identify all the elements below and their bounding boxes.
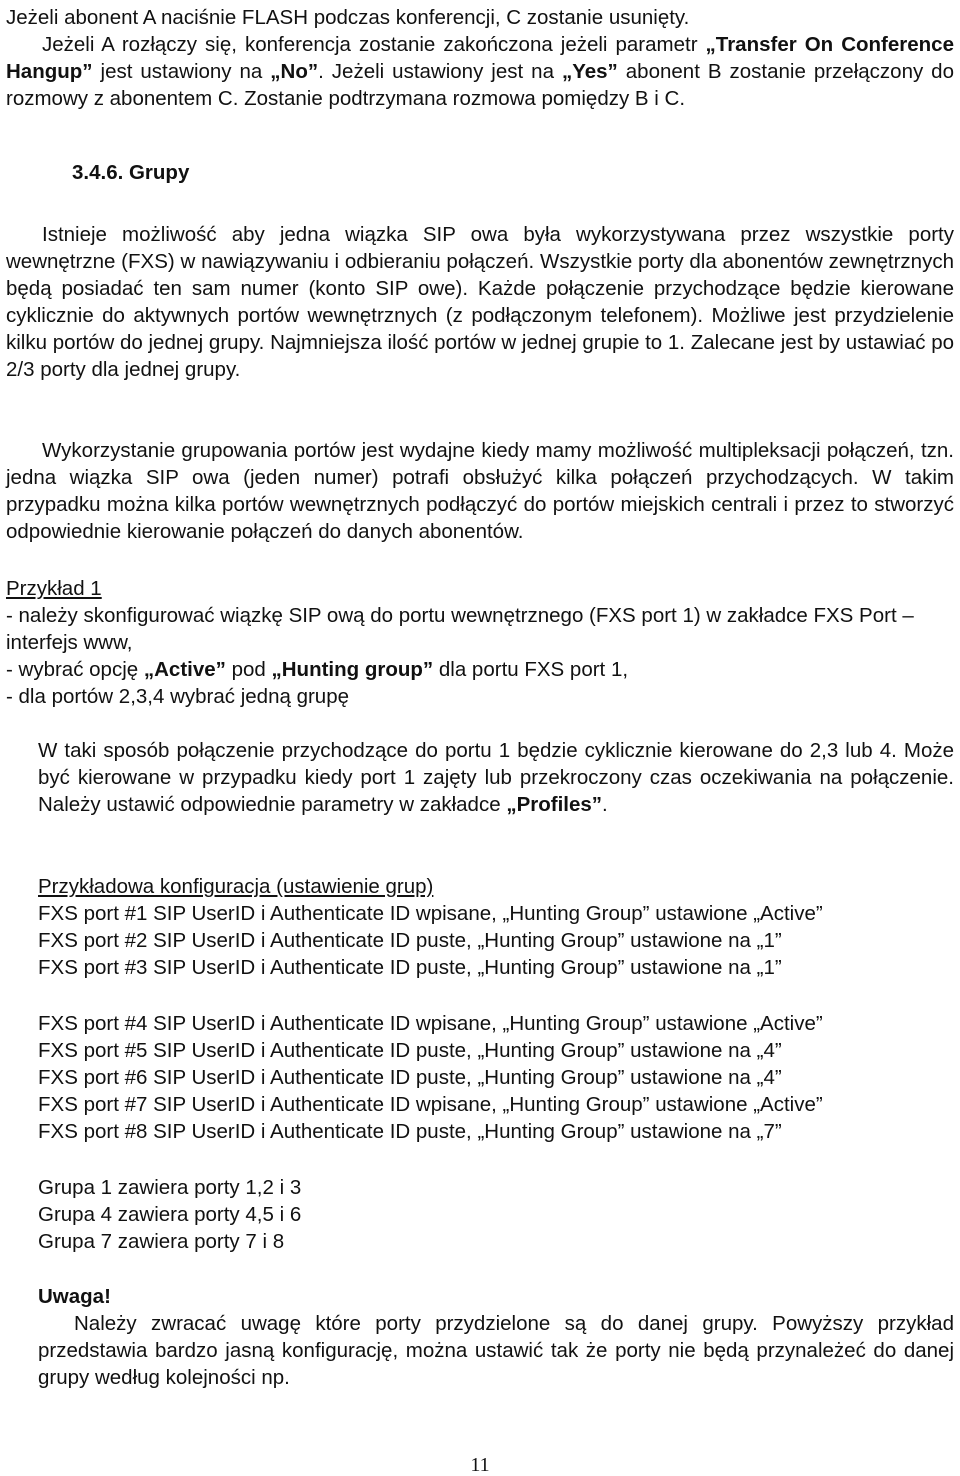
config-ports-group-b — [38, 1010, 956, 1145]
example-step-1: - należy skonfigurować wiązkę SIP ową do portu wewnętrznego (FXS port 1) w zakładce FXS Port – interfejs www, — [6, 604, 914, 654]
intro-paragraph: Jeżeli A rozłączy się, konferencja zostanie zakończona jeżeli parametr „Transfer On Conference Hangup” jest ustawiony na „No”. Jeżeli ustawiony jest na „Yes” abonent B zostanie przełączony do rozmowy z abonentem C. Zostanie podtrzymana rozmowa pomiędzy B i C. — [6, 33, 954, 110]
intro-line: Jeżeli abonent A naciśnie FLASH podczas konferencji, C zostanie usunięty. — [6, 6, 690, 29]
group-list — [38, 1174, 638, 1255]
example-step-2: - wybrać opcję „Active” pod „Hunting group” dla portu FXS port 1, — [6, 658, 629, 681]
config-title: Przykładowa konfiguracja (ustawienie grup) — [38, 875, 434, 898]
config-ports-group-a — [38, 900, 956, 981]
section-paragraph-1: Istnieje możliwość aby jedna wiązka SIP owa była wykorzystywana przez wszystkie porty wewnętrzne (FXS) w nawiązywaniu i odbieraniu połączeń. Wszystkie porty dla abonentów zewnętrznych będą posiadać ten sam numer (konto SIP owe). Każde połączenie przychodzące będzie kierowane cyklicznie do aktywnych portów wewnętrznych (z podłączonym telefonem). Możliwe jest przydzielenie kilku portów do jednej grupy. Najmniejsza ilość portów w jednej grupie to 1. Zalecane jest by ustawiać po 2/3 porty dla jednej grupy. — [6, 223, 954, 381]
example-note: W taki sposób połączenie przychodzące do portu 1 będzie cyklicznie kierowane do 2,3 lub 4. Może być kierowane w przypadku kiedy port 1 zajęty lub przekroczony czas oczekiwania na połączenie. Należy ustawić odpowiednie parametry w zakładce „Profiles”. — [38, 739, 954, 816]
config-port-line: FXS port #3 SIP UserID i Authenticate ID puste, „Hunting Group” ustawione na „1” — [38, 956, 782, 979]
example-title: Przykład 1 — [6, 577, 102, 600]
config-port-line: FXS port #8 SIP UserID i Authenticate ID puste, „Hunting Group” ustawione na „7” — [38, 1120, 782, 1143]
warning-text: Należy zwracać uwagę które porty przydzielone są do danej grupy. Powyższy przykład przedstawia bardzo jasną konfigurację, można ustawić tak że porty nie będą przynależeć do danej grupy według kolejności np. — [38, 1312, 954, 1389]
page-number: 11 — [470, 1454, 490, 1476]
warning-title: Uwaga! — [38, 1285, 111, 1308]
config-port-line: FXS port #2 SIP UserID i Authenticate ID puste, „Hunting Group” ustawione na „1” — [38, 929, 782, 952]
section-paragraph-2: Wykorzystanie grupowania portów jest wydajne kiedy mamy możliwość multipleksacji połączeń, tzn. jedna wiązka SIP owa (jeden numer) potrafi obsłużyć kilka połączeń przychodzących. W takim przypadku można kilka portów wewnętrznych podłączyć do portów miejskich centrali i przez to stworzyć odpowiednie kierowanie połączeń do danych abonentów. — [6, 439, 954, 543]
config-port-line: FXS port #7 SIP UserID i Authenticate ID wpisane, „Hunting Group” ustawione „Active” — [38, 1093, 823, 1116]
config-port-line: FXS port #1 SIP UserID i Authenticate ID wpisane, „Hunting Group” ustawione „Active” — [38, 902, 823, 925]
config-port-line: FXS port #6 SIP UserID i Authenticate ID puste, „Hunting Group” ustawione na „4” — [38, 1066, 782, 1089]
group-item: Grupa 1 zawiera porty 1,2 i 3 — [38, 1176, 302, 1199]
group-item: Grupa 4 zawiera porty 4,5 i 6 — [38, 1203, 302, 1226]
config-port-line: FXS port #4 SIP UserID i Authenticate ID wpisane, „Hunting Group” ustawione „Active” — [38, 1012, 823, 1035]
example-step-3: - dla portów 2,3,4 wybrać jedną grupę — [6, 685, 350, 708]
group-item: Grupa 7 zawiera porty 7 i 8 — [38, 1230, 285, 1253]
section-heading: 3.4.6. Grupy — [72, 161, 190, 184]
config-port-line: FXS port #5 SIP UserID i Authenticate ID puste, „Hunting Group” ustawione na „4” — [38, 1039, 782, 1062]
